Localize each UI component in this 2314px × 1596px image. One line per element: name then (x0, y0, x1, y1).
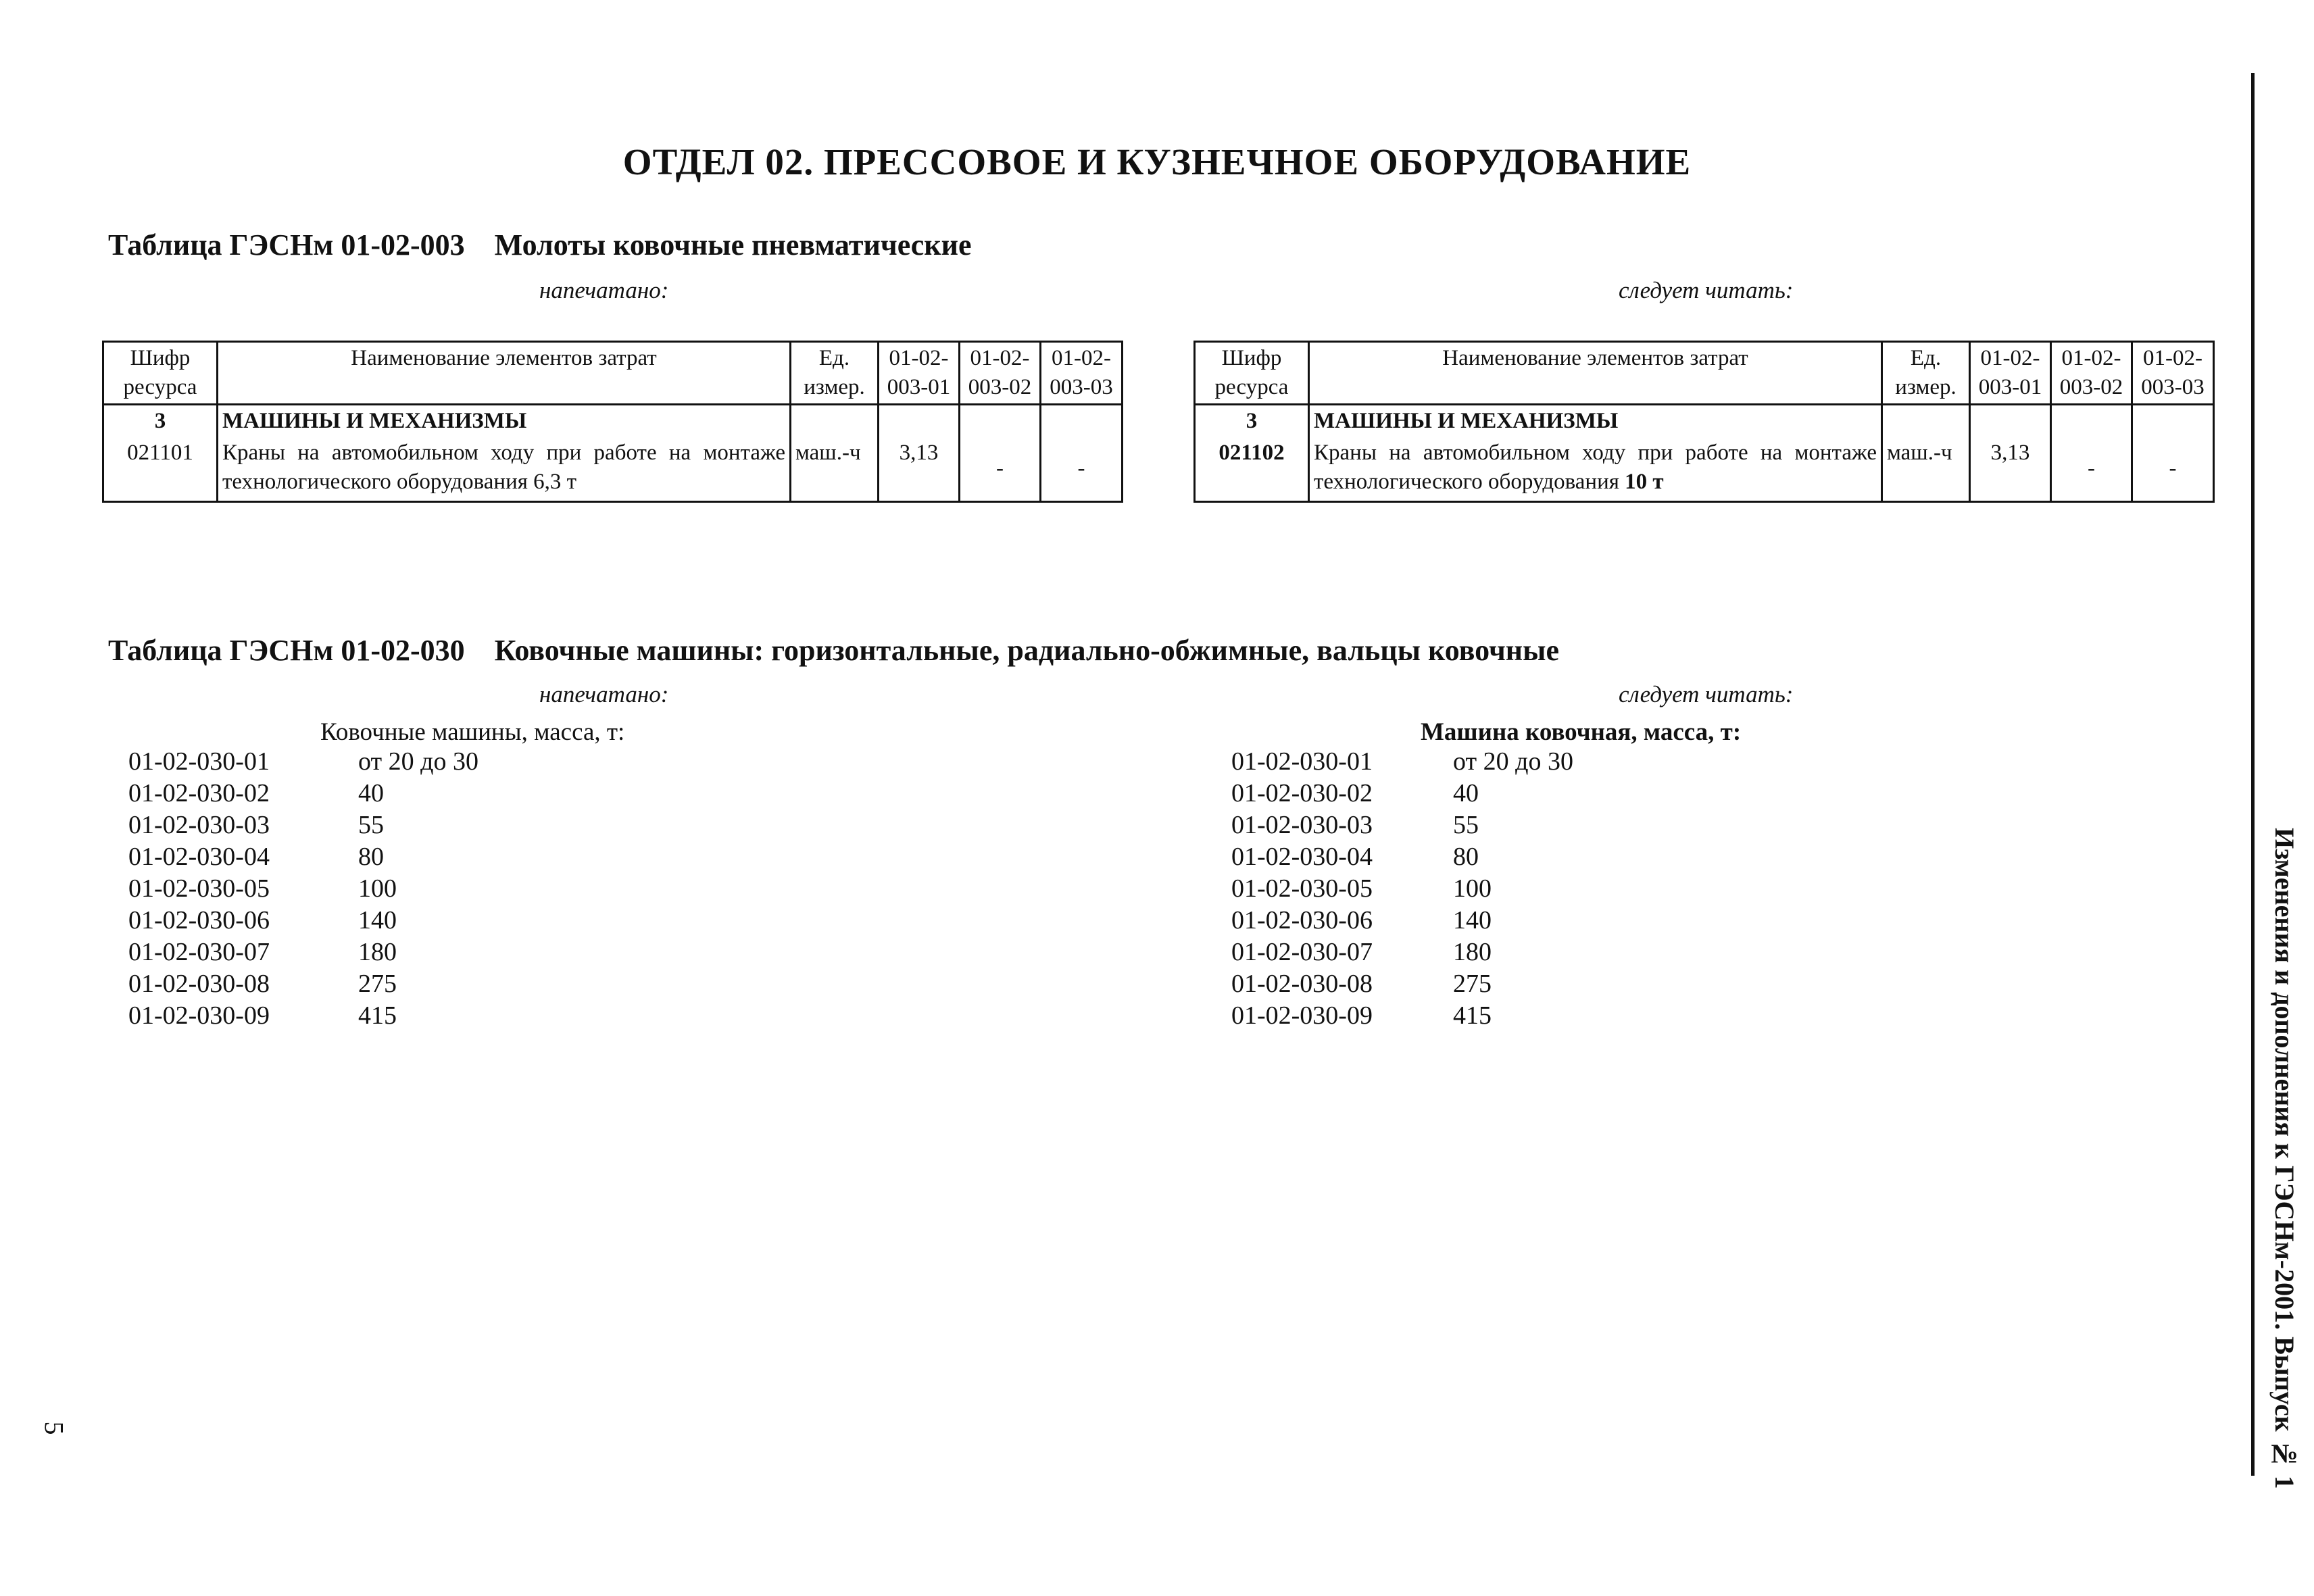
row-value-3: - (2132, 437, 2214, 502)
table1-printed (102, 341, 1123, 503)
table2-title: Ковочные машины: горизонтальные, радиально-обжимные, вальцы ковочные (494, 634, 1560, 667)
table2-printed-heading: Ковочные машины, масса, т: (320, 718, 625, 746)
row-name-emphasis: 10 т (1625, 469, 1664, 494)
item-mass: 180 (358, 938, 397, 966)
table1-number: Таблица ГЭСНм 01-02-003 (108, 228, 465, 261)
row-value-1: 3,13 (1970, 437, 2051, 502)
item-code: 01-02-030-03 (1231, 811, 1373, 839)
item-mass: 180 (1453, 938, 1492, 966)
section-name: МАШИНЫ И МЕХАНИЗМЫ (1309, 404, 1882, 437)
item-code: 01-02-030-04 (128, 843, 270, 871)
header-col2: 01-02-003-02 (960, 342, 1041, 405)
item-code: 01-02-030-04 (1231, 843, 1373, 871)
item-code: 01-02-030-09 (128, 1001, 270, 1030)
item-mass: 55 (1453, 811, 1479, 839)
item-mass: 100 (1453, 874, 1492, 903)
table2-heading (108, 633, 1559, 668)
item-code: 01-02-030-01 (1231, 747, 1373, 776)
margin-rule (2251, 73, 2255, 1476)
table1-heading (108, 228, 972, 262)
row-unit: маш.-ч (791, 437, 879, 502)
item-code: 01-02-030-09 (1231, 1001, 1373, 1030)
item-mass: 140 (1453, 906, 1492, 934)
table2-read-label: следует читать: (1619, 681, 1794, 707)
empty-cell (879, 404, 960, 437)
item-code: 01-02-030-05 (1231, 874, 1373, 903)
header-col1: 01-02-003-01 (1970, 342, 2051, 405)
table2-corrected-heading: Машина ковочная, масса, т: (1421, 718, 1742, 746)
empty-cell (2132, 404, 2214, 437)
empty-cell (1041, 404, 1123, 437)
header-code: Шифр ресурса (1195, 342, 1309, 405)
page-number: 5 (39, 1421, 70, 1435)
table1-printed-label: напечатано: (539, 277, 669, 303)
empty-cell (791, 404, 879, 437)
row-name (1309, 437, 1882, 502)
empty-cell (1882, 404, 1970, 437)
item-mass: 140 (358, 906, 397, 934)
header-col3: 01-02-003-03 (1041, 342, 1123, 405)
table-section-row (1195, 404, 2214, 437)
item-mass: от 20 до 30 (1453, 747, 1573, 776)
table2-printed-label: напечатано: (539, 681, 669, 707)
item-code: 01-02-030-03 (128, 811, 270, 839)
empty-cell (2051, 404, 2132, 437)
empty-cell (960, 404, 1041, 437)
header-unit: Ед. измер. (791, 342, 879, 405)
section-code: 3 (103, 404, 218, 437)
table1-read-label: следует читать: (1619, 277, 1794, 303)
item-code: 01-02-030-07 (128, 938, 270, 966)
row-name: Краны на автомобильном ходу при работе на монтаже технологического оборудования 6,3 т (218, 437, 791, 502)
section-code: 3 (1195, 404, 1309, 437)
section-title: ОТДЕЛ 02. ПРЕССОВОЕ И КУЗНЕЧНОЕ ОБОРУДОВАНИЕ (622, 141, 1692, 182)
item-code: 01-02-030-08 (1231, 970, 1373, 998)
table-header-row (1195, 342, 2214, 405)
table2-number: Таблица ГЭСНм 01-02-030 (108, 634, 465, 667)
row-value-2: - (2051, 437, 2132, 502)
side-caption: Изменения и дополнения к ГЭСНм-2001. Выпуск № 1 (2269, 828, 2300, 1489)
item-code: 01-02-030-02 (1231, 779, 1373, 807)
header-code: Шифр ресурса (103, 342, 218, 405)
item-code: 01-02-030-08 (128, 970, 270, 998)
row-value-3: - (1041, 437, 1123, 502)
item-code: 01-02-030-01 (128, 747, 270, 776)
row-value-1: 3,13 (879, 437, 960, 502)
row-unit: маш.-ч (1882, 437, 1970, 502)
section-name: МАШИНЫ И МЕХАНИЗМЫ (218, 404, 791, 437)
item-mass: 55 (358, 811, 384, 839)
header-col2: 01-02-003-02 (2051, 342, 2132, 405)
header-col3: 01-02-003-03 (2132, 342, 2214, 405)
item-mass: 80 (1453, 843, 1479, 871)
table-row (1195, 437, 2214, 502)
item-code: 01-02-030-06 (128, 906, 270, 934)
table2-corrected-list (1231, 747, 1840, 1044)
item-code: 01-02-030-06 (1231, 906, 1373, 934)
table-header-row (103, 342, 1123, 405)
table-row (103, 437, 1123, 502)
table1-corrected (1193, 341, 2215, 503)
empty-cell (1970, 404, 2051, 437)
item-mass: 100 (358, 874, 397, 903)
item-mass: 275 (1453, 970, 1492, 998)
item-mass: от 20 до 30 (358, 747, 478, 776)
item-mass: 275 (358, 970, 397, 998)
item-mass: 415 (358, 1001, 397, 1030)
item-code: 01-02-030-02 (128, 779, 270, 807)
row-name-main: Краны на автомобильном ходу при работе на монтаже технологического оборудования (1314, 440, 1877, 494)
header-name: Наименование элементов затрат (218, 342, 791, 405)
header-unit: Ед. измер. (1882, 342, 1970, 405)
item-mass: 80 (358, 843, 384, 871)
row-code: 021101 (103, 437, 218, 502)
item-mass: 40 (358, 779, 384, 807)
table-section-row (103, 404, 1123, 437)
item-code: 01-02-030-07 (1231, 938, 1373, 966)
table2-printed-list (128, 747, 737, 1044)
item-mass: 40 (1453, 779, 1479, 807)
header-name: Наименование элементов затрат (1309, 342, 1882, 405)
table1-title: Молоты ковочные пневматические (494, 228, 972, 261)
header-col1: 01-02-003-01 (879, 342, 960, 405)
row-code: 021102 (1195, 437, 1309, 502)
row-value-2: - (960, 437, 1041, 502)
item-mass: 415 (1453, 1001, 1492, 1030)
item-code: 01-02-030-05 (128, 874, 270, 903)
